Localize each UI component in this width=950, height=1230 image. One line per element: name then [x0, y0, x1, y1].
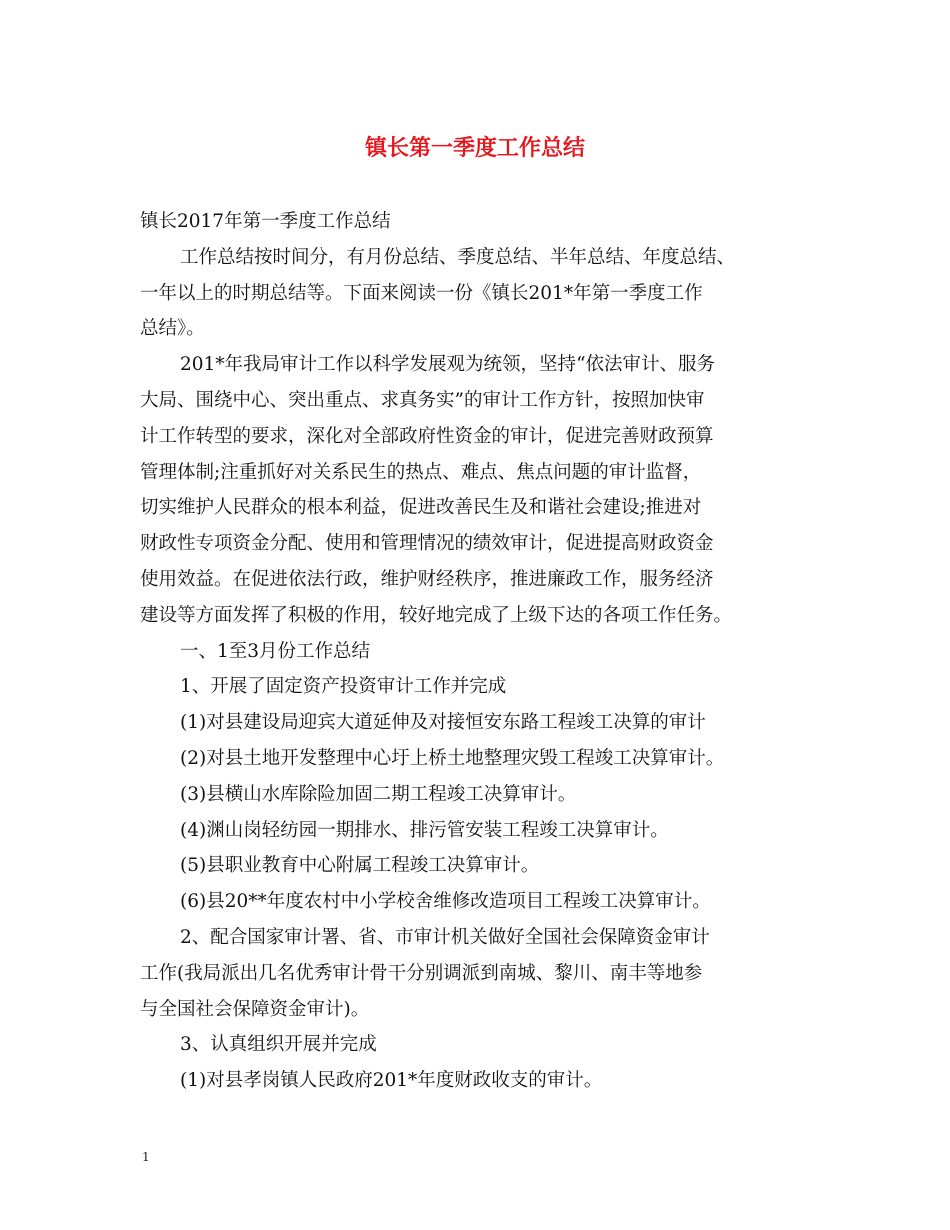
text-line: 2、配合国家审计署、省、市审计机关做好全国社会保障资金审计: [180, 926, 710, 948]
page-number: 1: [142, 1150, 150, 1164]
text-line: 财政性专项资金分配、使用和管理情况的绩效审计，促进提高财政资金: [140, 533, 714, 555]
document-body: [140, 204, 830, 1099]
text-line: 与全国社会保障资金审计)。: [140, 998, 370, 1020]
document-title: 镇长第一季度工作总结: [364, 135, 585, 161]
text-line: 建设等方面发挥了积极的作用，较好地完成了上级下达的各项工作任务。: [140, 604, 733, 626]
text-line: (2)对县土地开发整理中心圩上桥土地整理灾毁工程竣工决算审计。: [180, 747, 725, 769]
text-line: 总结》。: [140, 318, 205, 340]
text-line: 工作总结按时间分，有月份总结、季度总结、半年总结、年度总结、: [180, 246, 736, 268]
text-line: 镇长2017年第一季度工作总结: [140, 211, 391, 232]
text-line: 切实维护人民群众的根本利益，促进改善民生及和谐社会建设;推进对: [140, 497, 702, 519]
text-line: (5)县职业教育中心附属工程竣工决算审计。: [180, 855, 540, 877]
text-line: (1)对县孝岗镇人民政府201*年度财政收支的审计。: [180, 1070, 603, 1092]
text-line: 3、认真组织开展并完成: [180, 1034, 377, 1056]
text-line: 工作(我局派出几名优秀审计骨干分别调派到南城、黎川、南丰等地参: [140, 962, 703, 984]
text-line: 管理体制;注重抓好对关系民生的热点、难点、焦点问题的审计监督，: [140, 461, 702, 483]
text-line: (6)县20**年度农村中小学校舍维修改造项目工程竣工决算审计。: [180, 891, 711, 913]
text-line: 大局、围绕中心、突出重点、求真务实”的审计工作方针，按照加快审: [140, 389, 705, 411]
text-line: 计工作转型的要求，深化对全部政府性资金的审计，促进完善财政预算: [140, 425, 714, 447]
text-line: 201*年我局审计工作以科学发展观为统领，坚持“依法审计、服务: [180, 354, 716, 376]
text-line: 1、开展了固定资产投资审计工作并完成: [180, 676, 507, 698]
text-line: 使用效益。在促进依法行政，维护财经秩序，推进廉政工作，服务经济: [140, 568, 714, 590]
text-line: (1)对县建设局迎宾大道延伸及对接恒安东路工程竣工决算的审计: [180, 712, 706, 734]
text-line: (3)县横山水库除险加固二期工程竣工决算审计。: [180, 783, 577, 805]
text-line: (4)渊山岗轻纺园一期排水、排污管安装工程竣工决算审计。: [180, 819, 669, 841]
text-line: 一年以上的时期总结等。下面来阅读一份《镇长201*年第一季度工作: [140, 282, 703, 304]
text-line: 一、1至3月份工作总结: [180, 640, 371, 662]
